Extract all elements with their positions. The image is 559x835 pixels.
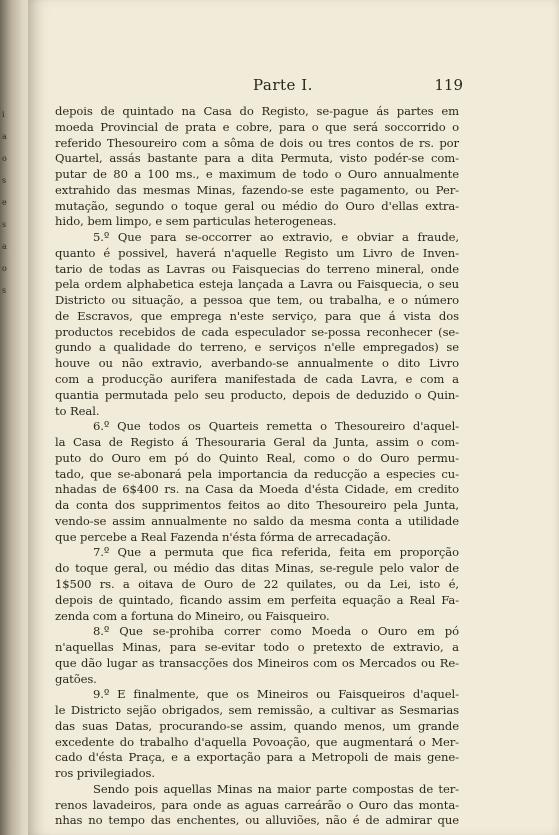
text-line: da conta dos supprimentos feitos ao dito Thesoureiro pela Junta, — [55, 498, 459, 513]
text-line: 8.º Que se-prohiba correr como Moeda o Ouro em pó — [93, 624, 459, 639]
text-line: n'aquellas Minas, para se-evitar todo o pretexto de extravio, a — [55, 640, 459, 655]
text-line: gundo a qualidade do terreno, e serviços n'elle empregados) se — [55, 340, 459, 355]
text-line: 1$500 rs. a oitava de Ouro de 22 quilates, ou da Lei, isto é, — [55, 576, 459, 591]
text-line: gatões. — [55, 671, 97, 686]
text-line: com a producção aurifera manifestada de cada Lavra, e com a — [55, 372, 459, 387]
text-line: la Casa de Registo á Thesouraria Geral da Junta, assim o com- — [55, 435, 459, 450]
edge-letter: s — [2, 286, 7, 295]
text-line: mutação, segundo o toque geral ou médio do Ouro d'ellas extra- — [55, 198, 459, 213]
text-line: puto do Ouro em pó do Quinto Real, como o do Ouro permu- — [55, 450, 459, 465]
text-line: nhas no tempo das enchentes, ou alluviões, não é de admirar que — [55, 813, 459, 828]
text-line: referido Thesoureiro com a sôma de dois ou tres contos de rs. por — [55, 135, 459, 150]
text-line: cado d'ésta Praça, e a exportação para a Metropoli de mais gene- — [55, 750, 459, 765]
text-line: que dão lugar as transacções dos Mineiros com os Mercados ou Re- — [55, 655, 459, 670]
text-line: productos recebidos de cada especulador se-possa reconhecer (se- — [55, 324, 459, 339]
text-line: que percebe a Real Fazenda n'ésta fórma de arrecadação. — [55, 529, 391, 544]
running-head: Parte I. — [253, 76, 313, 94]
text-line: ros privilegiados. — [55, 766, 155, 781]
page-header — [253, 76, 463, 98]
text-line: putar de 80 a 100 ms., e maximum de todo o Ouro annualmente — [55, 167, 459, 182]
text-line: le Districto sejão obrigados, sem remissão, a cultivar as Sesmarias — [55, 703, 459, 718]
text-line: tario de todas as Lavras ou Faisquecias do terreno mineral, onde — [55, 261, 459, 276]
body-text — [55, 104, 459, 829]
edge-letter: o — [2, 154, 7, 163]
text-line: Quartel, assás bastante para a dita Permuta, visto podér-se com- — [55, 151, 459, 166]
edge-letter: o — [2, 264, 7, 273]
book-page — [28, 0, 559, 835]
text-line: tado, que se-abonará pela importancia da reducção a especies cu- — [55, 466, 459, 481]
text-line: das suas Datas, procurando-se assim, quando menos, um grande — [55, 718, 459, 733]
text-line: de Escravos, que emprega n'este serviço, para que á vista dos — [55, 308, 459, 323]
text-line: do toque geral, ou médio das ditas Minas, se-regule pelo valor de — [55, 561, 459, 576]
text-line: hido, bem limpo, e sem particulas heterogeneas. — [55, 214, 337, 229]
text-line: 6.º Que todos os Quarteis remetta o Thesoureiro d'aquel- — [93, 419, 459, 434]
edge-letter: a — [2, 242, 7, 251]
text-line: extrahido das mesmas Minas, fazendo-se este pagamento, ou Per- — [55, 182, 459, 197]
text-line: to Real. — [55, 403, 100, 418]
text-line: moeda Provincial de prata e cobre, para o que será soccorrido o — [55, 119, 459, 134]
page-number: 119 — [434, 76, 463, 94]
text-line: quantia permutada pelo seu producto, depois de deduzido o Quin- — [55, 387, 459, 402]
text-line: quanto é possivel, haverá n'aquelle Registo um Livro de Inven- — [55, 245, 459, 260]
text-line: renos lavadeiros, para onde as aguas carreárão o Ouro das monta- — [55, 797, 459, 812]
edge-letter: s — [2, 176, 7, 185]
text-line: nhadas de 6$400 rs. na Casa da Moeda d'ésta Cidade, em credito — [55, 482, 459, 497]
text-line: excedente do trabalho d'aquella Povoação, que augmentará o Mer- — [55, 734, 459, 749]
text-line: Districto ou situação, a pessoa que tem, ou trabalha, e o número — [55, 293, 459, 308]
edge-letter: s — [2, 220, 7, 229]
text-line: 5.º Que para se-occorrer ao extravio, e obviar a fraude, — [93, 230, 459, 245]
text-line: vendo-se assim annualmente no saldo da mesma conta a utilidade — [55, 513, 459, 528]
text-line: depois de quintado na Casa do Registo, se-pague ás partes em — [55, 104, 459, 118]
text-line: houve ou não extravio, averbando-se annualmente o dito Livro — [55, 356, 459, 371]
text-line: 9.º E finalmente, que os Mineiros ou Faisqueiros d'aquel- — [93, 687, 459, 702]
text-line: pela ordem alphabetica esteja lançada a Lavra ou Faisquecia, o seu — [55, 277, 459, 292]
text-line: zenda com a fortuna do Mineiro, ou Faisqueiro. — [55, 608, 330, 623]
text-line: 7.º Que a permuta que fica referida, feita em proporção — [93, 545, 459, 560]
edge-letter: a — [2, 132, 7, 141]
facing-page-edge-letters — [2, 110, 12, 308]
edge-letter: i — [2, 110, 5, 119]
text-line: depois de quintado, ficando assim em perfeita equação a Real Fa- — [55, 592, 459, 607]
book-spine-shadow — [0, 0, 30, 835]
text-line: Sendo pois aquellas Minas na maior parte compostas de ter- — [93, 781, 459, 796]
edge-letter: e — [2, 198, 7, 207]
